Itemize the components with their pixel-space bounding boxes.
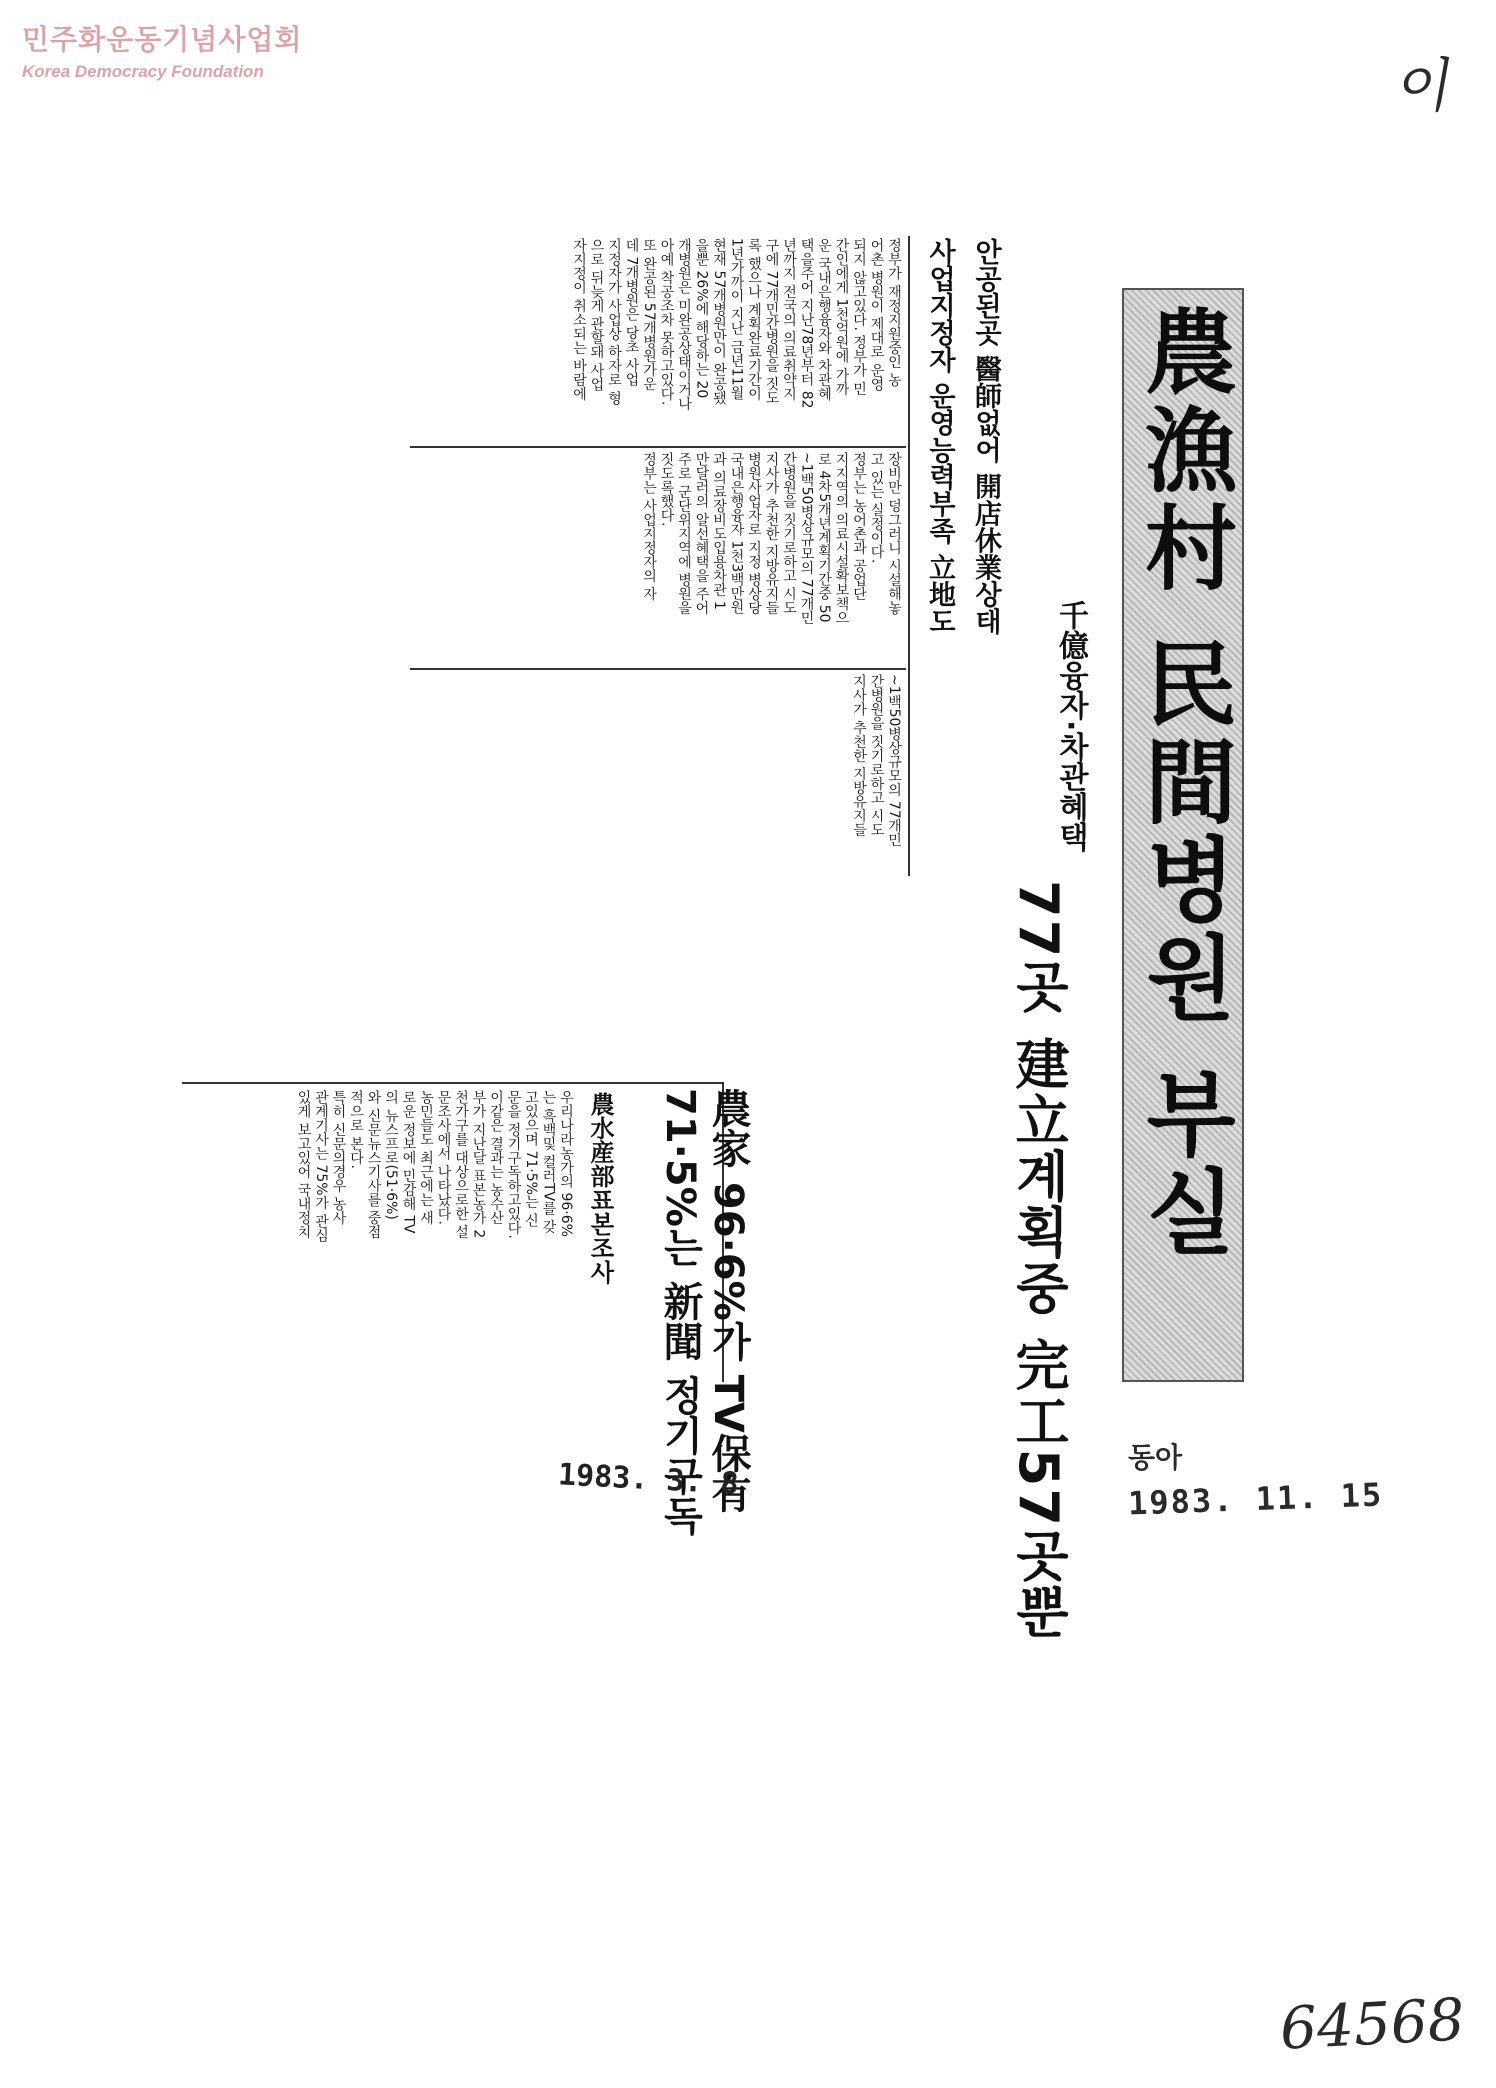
foundation-logo-english: Korea Democracy Foundation <box>22 62 264 81</box>
body-line: 관계기사는 75%가 관심 <box>313 1090 329 1243</box>
body-line: 만달러의 알선혜택을 주어 <box>693 452 710 615</box>
body-line: 로 4차5개년계획기간중 50 <box>816 452 832 623</box>
body-line: 구에 77개민간병원을 짓도 <box>763 238 780 405</box>
side-headline-tv: 農家 96·6%가 TV保有 <box>705 1088 751 1513</box>
body-line: 아예 착공조차 못하고있다. <box>658 238 675 406</box>
main-article-body-continued <box>412 674 902 874</box>
body-line: 어촌 병원이 제대로 운영 <box>868 238 885 392</box>
main-headline: 農漁村 民間병원 부실 <box>1130 304 1237 1263</box>
body-line: ~1백50병상규모의 77개민 <box>886 674 902 847</box>
body-line: 운 국내은행융자와 차관혜 <box>816 238 832 401</box>
body-line: 개병원은 미완공상태이거나 <box>676 238 692 411</box>
body-line: 간병원을 짓기로하고 시도 <box>781 452 797 615</box>
main-kicker-no-doctors: 안공된곳 醫師없어 開店休業상태 <box>970 238 1001 635</box>
body-line: 간병원을 짓기로하고 시도 <box>868 674 885 837</box>
foundation-logo-korean: 민주화운동기념사업회 <box>22 23 303 56</box>
clipping-source-paper: 동아 <box>1128 1441 1183 1474</box>
body-line: 천가구를 대상으로한 설 <box>453 1090 469 1239</box>
body-line: 택을주어 지난78년부터 82 <box>798 238 815 409</box>
body-line: 부가 지난달 표본농가 2 <box>470 1090 487 1239</box>
main-kicker-operator-weakness: 사업지정자 운영능력부족 立地도 <box>924 238 955 635</box>
body-line: 지지역의 의료시설확보책으 <box>833 452 850 625</box>
body-line: 장비만 덩그러니 시설해놓 <box>886 452 902 615</box>
main-article-body-lower <box>412 452 902 662</box>
main-subheadline-loan: 千億융자·차관혜택 <box>1053 600 1088 852</box>
handwritten-mark-top: 이 <box>1390 51 1451 123</box>
side-article-body <box>188 1090 574 1790</box>
body-line: 있게 보고있어 국내정치 <box>295 1090 312 1239</box>
body-line: 자지정이 취소되는 바람에 <box>571 238 587 401</box>
body-line: 의 뉴스프로(51·6%) <box>383 1090 399 1220</box>
body-line: 적으로 본다. <box>348 1090 364 1169</box>
body-line: 년까지 전국의 의료취약지 <box>781 238 797 401</box>
body-line: ~1백50병상규모의 77개민 <box>798 452 815 625</box>
body-line: 이같은 결과는 농수산 <box>488 1090 504 1225</box>
body-line: 주로 군단위지역에 병원을 <box>676 452 692 615</box>
body-line: 와 신문뉴스기사를 중점 <box>365 1090 382 1239</box>
body-line: 문을 정기구독하고있다. <box>505 1090 522 1239</box>
handwritten-archive-number: 64568 <box>1278 1985 1467 2063</box>
body-line: 또 완공된 57개병원가운 <box>641 238 657 391</box>
body-line: 1년가까이 지난 금년11월 <box>728 238 745 400</box>
body-line: 현재 57개병원만이 완공됐 <box>711 238 727 405</box>
body-line: 으로 뒤늦게 관할돼 사업 <box>588 238 605 392</box>
body-line: 짓도록했다. <box>658 452 675 527</box>
side-headline-newspaper: 71·5%는 新聞 정기구독 <box>657 1088 703 1535</box>
body-line: 정부는 농어촌과 공업단 <box>851 452 867 601</box>
body-line: 지사가 추천한 지방유지들 <box>763 452 780 615</box>
body-line: 고 있는 실정이다. <box>868 452 885 564</box>
body-line: 병원사업자로 지정 병상당 <box>746 452 762 615</box>
main-article-body-upper <box>412 238 902 442</box>
body-line: 농민들도 최근에는 새 <box>418 1090 434 1225</box>
body-line: 특히 신문의경우 농사 <box>330 1090 347 1225</box>
body-line: 정부는 사업지정자의 자 <box>641 452 657 601</box>
side-article-top-rule <box>182 1082 722 1084</box>
column-divider <box>908 236 910 876</box>
body-line: 우리나라농가의 96·6% <box>558 1090 574 1237</box>
body-line: 과 의료장비도입용차관 1 <box>711 452 727 610</box>
body-line: 을뿐 26%에 해당하는 20 <box>693 238 710 399</box>
body-line: 는 흑백및 컬러TV를 갖 <box>540 1090 557 1234</box>
headline-banner <box>1122 288 1244 1382</box>
body-line: 문조사에서 나타났다. <box>435 1090 452 1225</box>
section-divider <box>410 446 906 448</box>
section-divider <box>410 668 906 670</box>
body-line: 지정자가 사업상 하자로 형 <box>606 238 622 406</box>
body-line: 정부가 재정지원중인 농 <box>886 238 902 387</box>
body-line: 지사가 추천한 지방유지들 <box>851 674 867 837</box>
body-line: 간인에게 1천억원에 가까 <box>833 238 850 396</box>
body-line: 록 했으나 계획완료기간이 <box>746 238 762 401</box>
main-subheadline-completion: 77곳 建立계획중 完工57곳뿐 <box>1007 880 1070 1640</box>
body-line: 되지 않고있다. 정부가 민 <box>851 238 867 396</box>
body-line: 고있으며 71·5%는 신 <box>523 1090 539 1228</box>
body-line: 로운 정보에 민감해 TV <box>400 1090 417 1234</box>
side-subheadline-survey: 農水産部표본조사 <box>586 1092 614 1284</box>
body-line: 국내은행융자 1천3백만원 <box>728 452 745 615</box>
date-stamp: 1983. 3. 8 <box>557 1457 740 1502</box>
body-line: 데 7개병원은 당초 사업 <box>623 238 640 387</box>
clipping-date: 1983. 11. 15 <box>1127 1475 1384 1523</box>
